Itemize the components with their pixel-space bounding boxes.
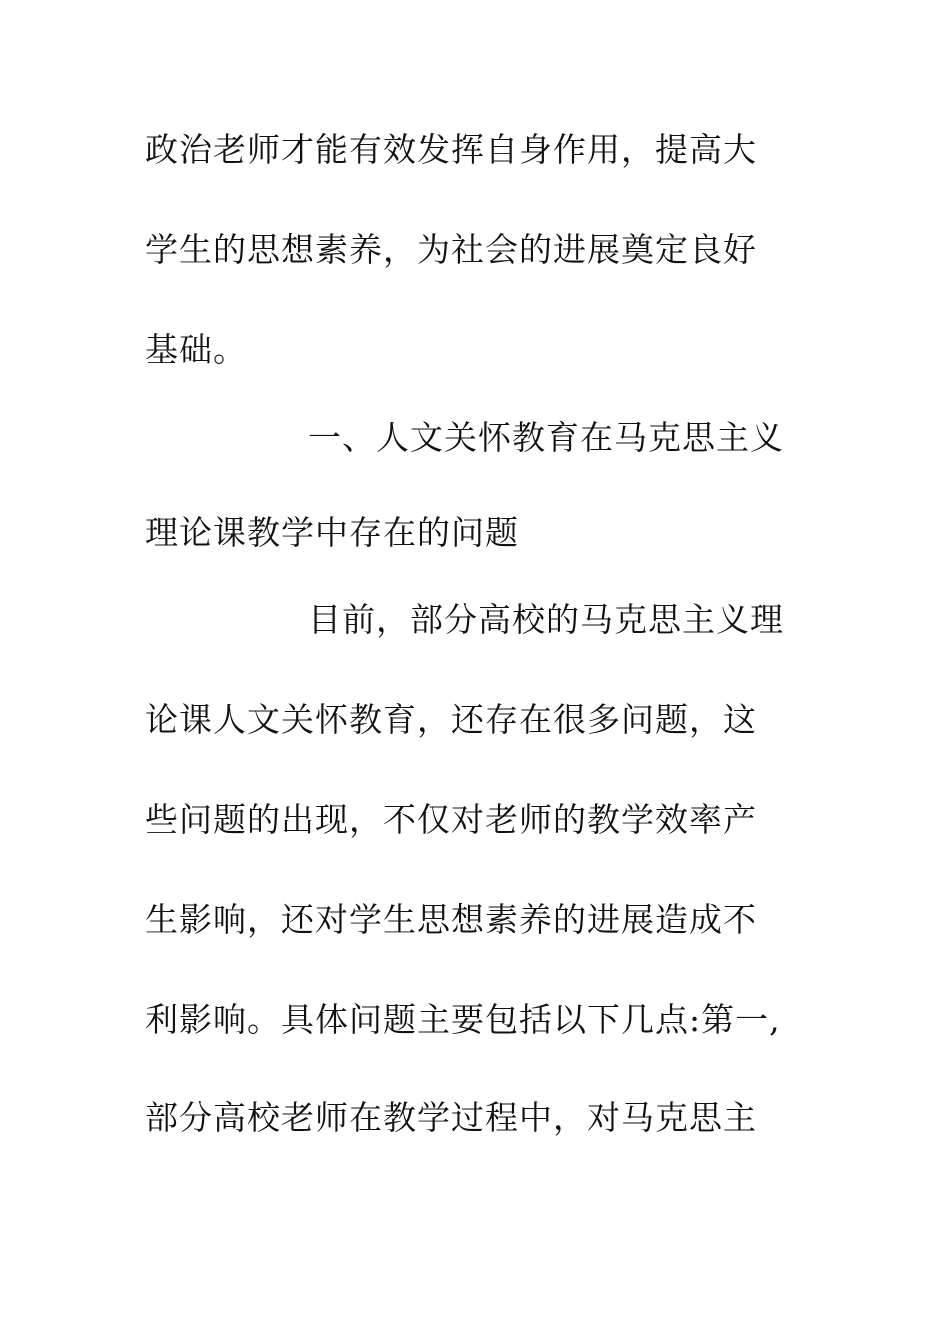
paragraph-line: 部分高校老师在教学过程中，对马克思主 [145,1098,757,1137]
section-heading-line: 理论课教学中存在的问题 [145,513,519,552]
paragraph-line: 目前，部分高校的马克思主义理 [308,600,784,639]
paragraph-line: 利影响。具体问题主要包括以下几点:第一, [145,1000,781,1039]
paragraph-line: 生影响，还对学生思想素养的进展造成不 [145,900,757,939]
paragraph-line: 论课人文关怀教育，还存在很多问题，这 [145,700,757,739]
paragraph-line: 学生的思想素养，为社会的进展奠定良好 [145,230,757,269]
section-heading-line: 一、人文关怀教育在马克思主义 [308,418,784,457]
paragraph-line: 政治老师才能有效发挥自身作用，提高大 [145,130,757,169]
paragraph-line: 些问题的出现，不仅对老师的教学效率产 [145,800,757,839]
paragraph-line: 基础。 [145,330,247,369]
